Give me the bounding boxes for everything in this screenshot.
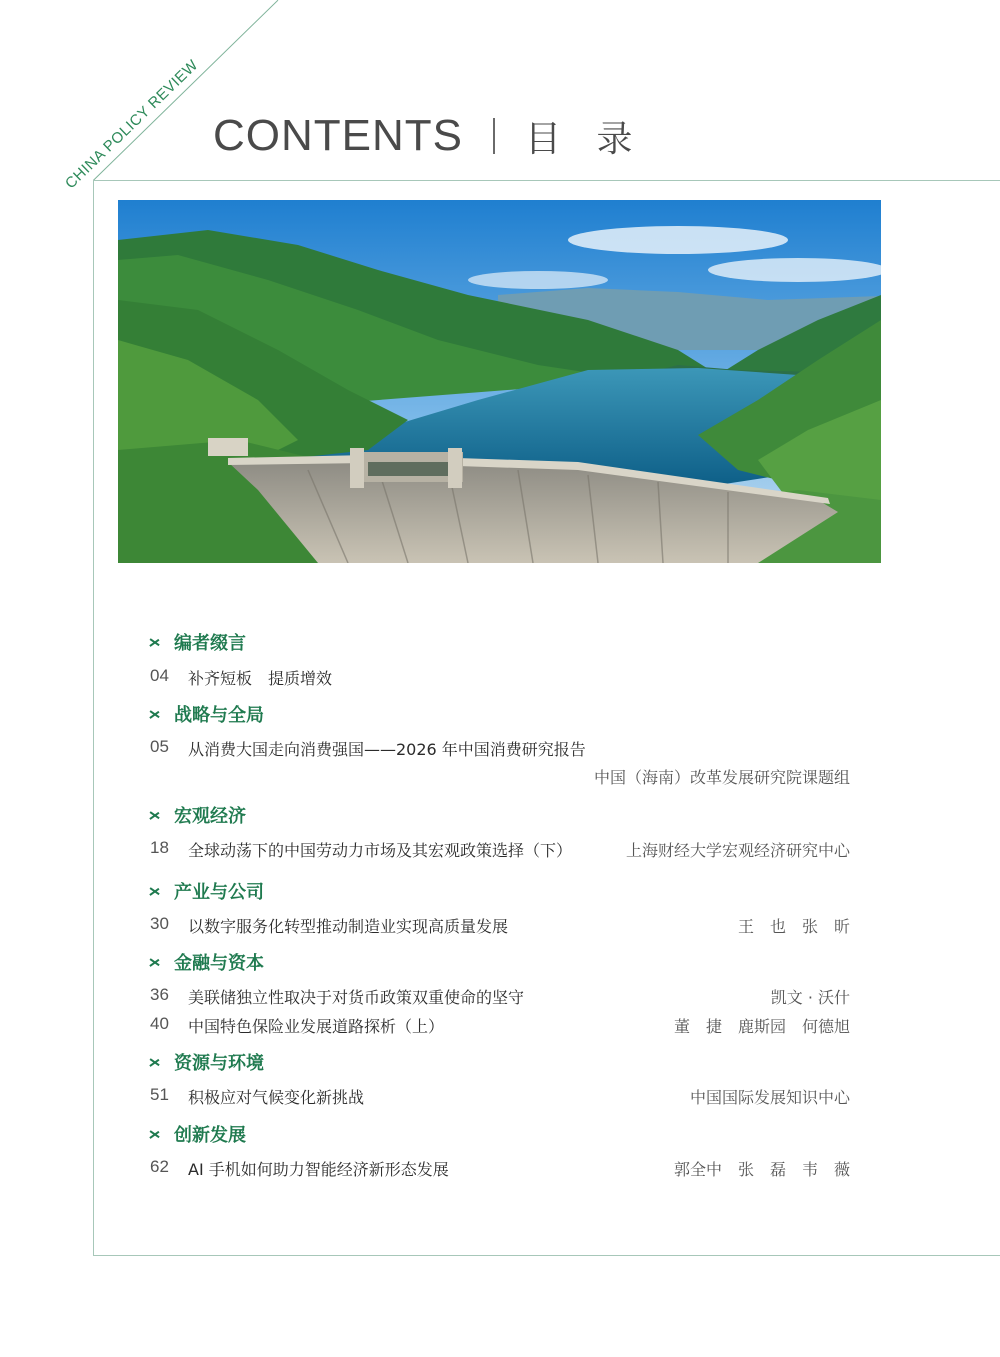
section-title[interactable] [150,699,264,729]
article-title: 中国特色保险业发展道路探析（上） [188,1017,445,1036]
article-author: 凯文 · 沃什 [770,988,850,1007]
chevron-right-icon [150,634,162,650]
toc-entry[interactable] [150,1014,850,1038]
chevron-right-icon [150,807,162,823]
section-title-text: 编者缀言 [174,633,246,654]
page-number: 40 [150,1014,169,1033]
article-title: 从消费大国走向消费强国——2026 年中国消费研究报告 [188,740,586,759]
section-title-text: 创新发展 [174,1125,246,1146]
page-number: 04 [150,666,169,685]
section-title[interactable] [150,876,264,906]
page-number: 05 [150,737,169,756]
journal-name: CHINA POLICY REVIEW [62,56,202,193]
page-title [213,108,644,164]
title-separator [493,118,495,154]
toc-entry[interactable] [150,666,850,690]
article-author: 中国国际发展知识中心 [689,1088,850,1107]
title-en: CONTENTS [213,111,463,160]
article-author: 郭全中 张 磊 韦 薇 [673,1160,850,1179]
section-title[interactable] [150,1119,246,1149]
article-title: 以数字服务化转型推动制造业实现高质量发展 [188,917,509,936]
article-title: 积极应对气候变化新挑战 [188,1088,365,1107]
chevron-right-icon [150,1054,162,1070]
chevron-right-icon [150,954,162,970]
section-title[interactable] [150,947,264,977]
article-author: 上海财经大学宏观经济研究中心 [625,841,850,860]
toc-entry[interactable] [150,838,850,862]
chevron-right-icon [150,706,162,722]
article-author: 中国（海南）改革发展研究院课题组 [593,768,850,787]
toc-entry[interactable] [150,985,850,1009]
page-number: 36 [150,985,169,1004]
article-title: 补齐短板 提质增效 [188,669,333,688]
page-number: 30 [150,914,169,933]
article-title: 美联储独立性取决于对货币政策双重使命的坚守 [188,988,525,1007]
toc-entry[interactable] [150,1085,850,1109]
toc-entry[interactable] [150,914,850,938]
section-title-text: 宏观经济 [174,806,246,827]
article-title: AI 手机如何助力智能经济新形态发展 [188,1160,449,1179]
chevron-right-icon [150,1126,162,1142]
toc-entry[interactable] [150,1157,850,1181]
article-author: 王 也 张 昕 [737,917,850,936]
article-author: 董 捷 鹿斯园 何德旭 [673,1017,850,1036]
section-title-text: 资源与环境 [174,1053,264,1074]
chevron-right-icon [150,883,162,899]
page-number: 62 [150,1157,169,1176]
article-title: 全球动荡下的中国劳动力市场及其宏观政策选择（下） [188,841,573,860]
section-title[interactable] [150,627,246,657]
cover-photo [118,200,881,563]
section-title-text: 金融与资本 [174,953,264,974]
page-number: 18 [150,838,169,857]
toc-entry[interactable] [150,737,850,761]
section-title[interactable] [150,800,246,830]
dam-reservoir-icon [118,200,881,563]
section-title[interactable] [150,1047,264,1077]
section-title-text: 战略与全局 [174,705,264,726]
page-number: 51 [150,1085,169,1104]
section-title-text: 产业与公司 [174,882,264,903]
title-cn: 目 录 [525,118,645,160]
